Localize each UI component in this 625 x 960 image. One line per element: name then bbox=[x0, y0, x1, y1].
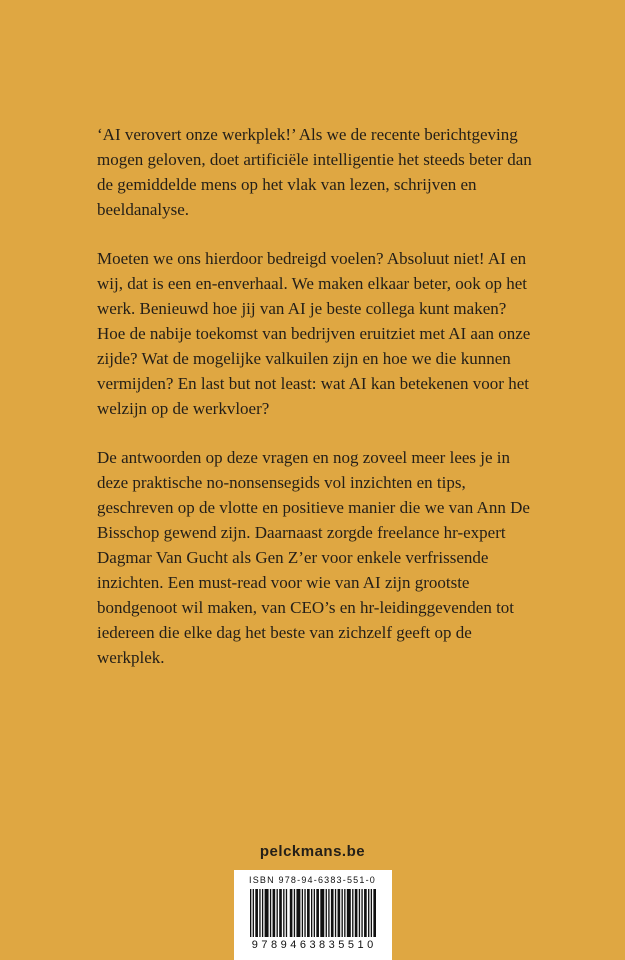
blurb-paragraph: ‘AI verovert onze werkplek!’ Als we de recente berichtgeving mogen geloven, doet artificiële intelligentie het steeds beter dan de gemiddelde mens op het vlak van lezen, schrijven en beeldanalyse. bbox=[97, 125, 532, 219]
isbn-label: ISBN 978-94-6383-551-0 bbox=[249, 875, 376, 885]
barcode-icon bbox=[250, 889, 376, 937]
blurb-paragraph: Moeten we ons hierdoor bedreigd voelen? Absoluut niet! AI en wij, dat is een en-enverhaal. We maken elkaar beter, ook op het werk. Benieuwd hoe jij van AI je beste collega kunt maken? Hoe de nabije toekomst van bedrijven eruitziet met AI aan onze zijde? Wat de mogelijke valkuilen zijn en hoe we die kunnen vermijden? En last but not least: wat AI kan betekenen voor het welzijn op de werkvloer? bbox=[97, 249, 531, 418]
barcode-digits: 9789463835510 bbox=[251, 939, 377, 951]
blurb-paragraph: De antwoorden op deze vragen en nog zoveel meer lees je in deze praktische no-nonsensegids vol inzichten en tips, geschreven op de vlotte en positieve manier die we van Ann De Bisschop gewend zijn. Daarnaast zorgde freelance hr-expert Dagmar Van Gucht als Gen Z’er voor enkele verfrissende inzichten. Een must-read voor wie van AI zijn grootste bondgenoot wil maken, van CEO’s en hr-leidinggevenden tot iedereen die elke dag het beste van zichzelf geeft op de werkplek. bbox=[97, 448, 530, 667]
back-cover-blurb bbox=[97, 122, 533, 694]
publisher-url: pelckmans.be bbox=[259, 843, 366, 860]
isbn-barcode-box bbox=[234, 870, 392, 960]
